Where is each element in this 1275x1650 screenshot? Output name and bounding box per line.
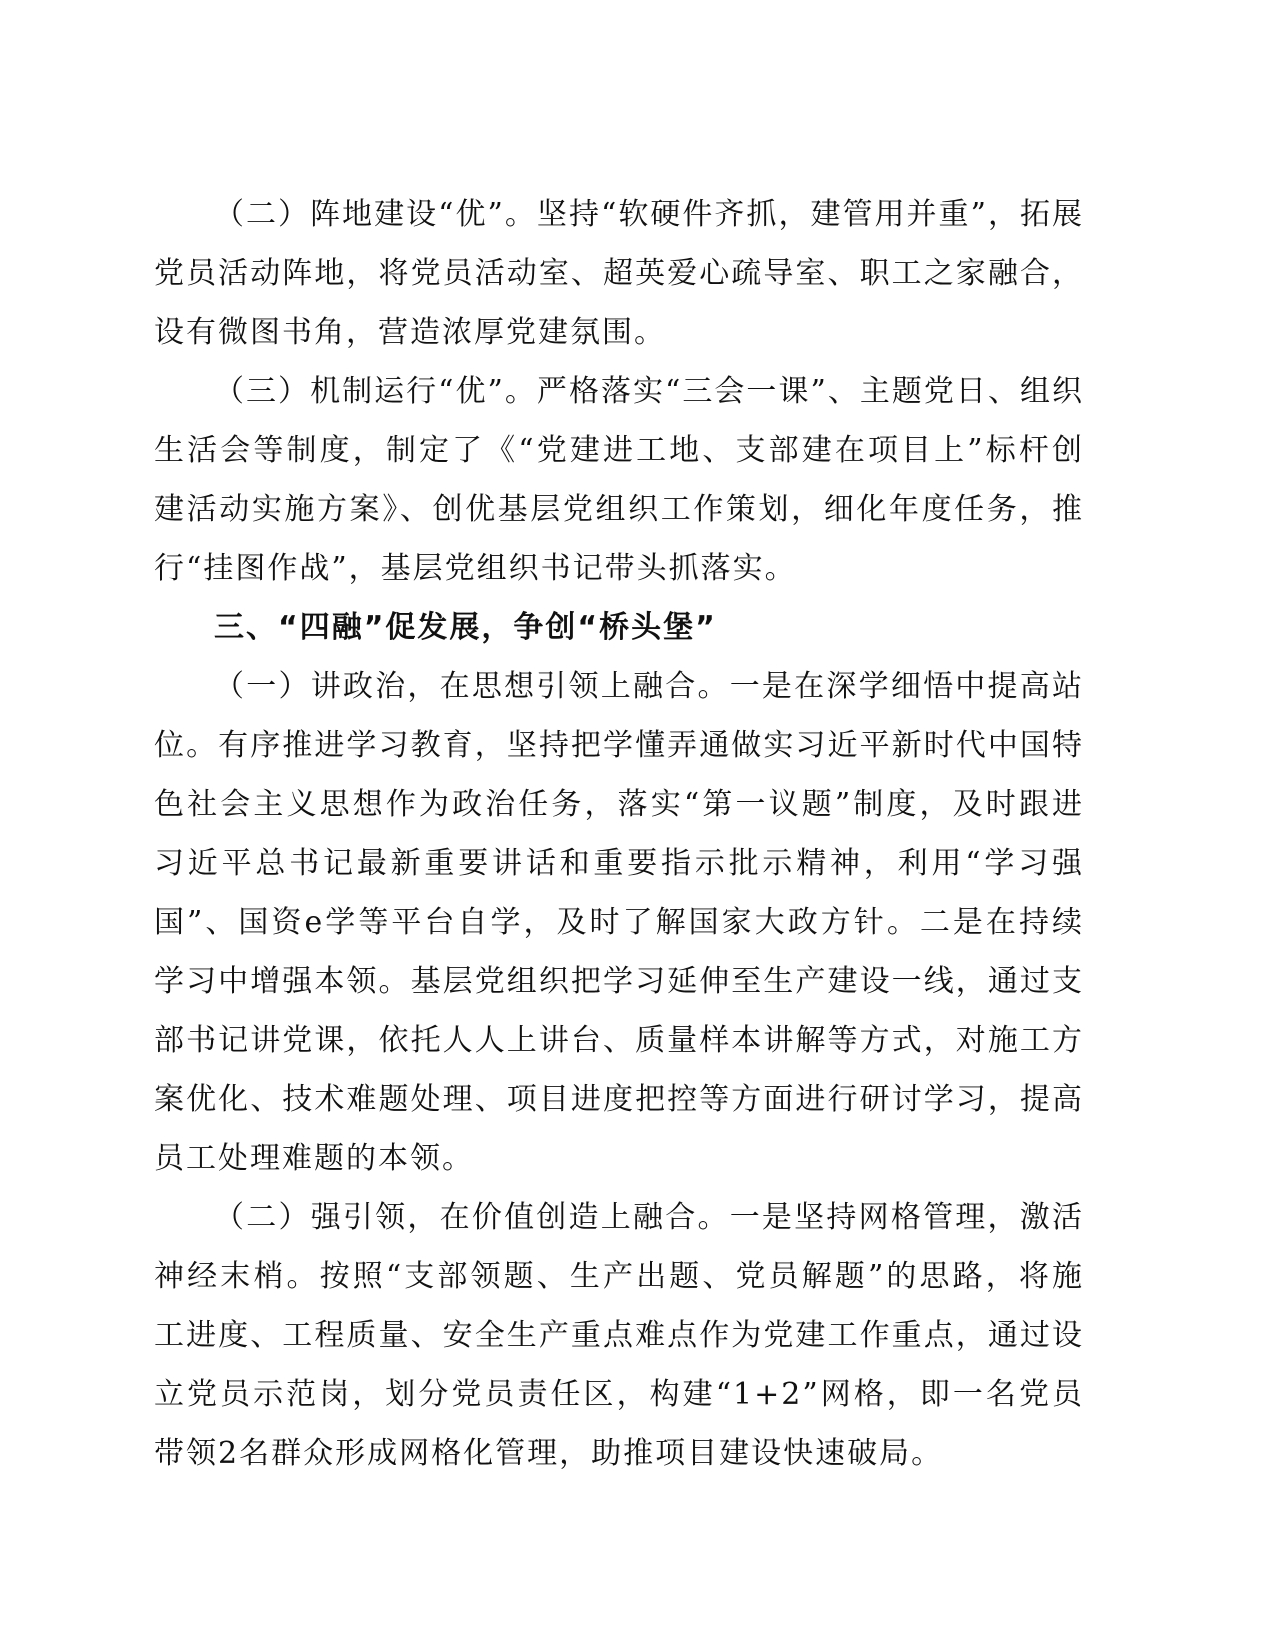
- paragraph-position-building: （二）阵地建设“优”。坚持“软硬件齐抓，建管用并重”，拓展党员活动阵地，将党员活动室、超英爱心疏导室、职工之家融合，设有微图书角，营造浓厚党建氛围。: [154, 197, 1084, 350]
- paragraph-political-guidance: （一）讲政治，在思想引领上融合。一是在深学细悟中提高站位。有序推进学习教育，坚持把学懂弄通做实习近平新时代中国特色社会主义思想作为政治任务，落实“第一议题”制度，及时跟进习近平总书记最新重要讲话和重要指示批示精神，利用“学习强国”、国资e学等平台自学，及时了解国家大政方针。二是在持续学习中增强本领。基层党组织把学习延伸至生产建设一线，通过支部书记讲党课，依托人人上讲台、质量样本讲解等方式，对施工方案优化、技术难题处理、项目进度把控等方面进行研讨学习，提高员工处理难题的本领。: [154, 669, 1084, 1176]
- section-heading-three: 三、“四融”促发展，争创“桥头堡”: [214, 610, 717, 645]
- paragraph-mechanism-operation: （三）机制运行“优”。严格落实“三会一课”、主题党日、组织生活会等制度，制定了《“党建进工地、支部建在项目上”标杆创建活动实施方案》、创优基层党组织工作策划，细化年度任务，推行“挂图作战”，基层党组织书记带头抓落实。: [154, 374, 1084, 586]
- paragraph-value-creation: （二）强引领，在价值创造上融合。一是坚持网格管理，激活神经末梢。按照“支部领题、生产出题、党员解题”的思路，将施工进度、工程质量、安全生产重点难点作为党建工作重点，通过设立党员示范岗，划分党员责任区，构建“1+2”网格，即一名党员带领2名群众形成网格化管理，助推项目建设快速破局。: [154, 1200, 1084, 1471]
- document-body: [154, 185, 1084, 1483]
